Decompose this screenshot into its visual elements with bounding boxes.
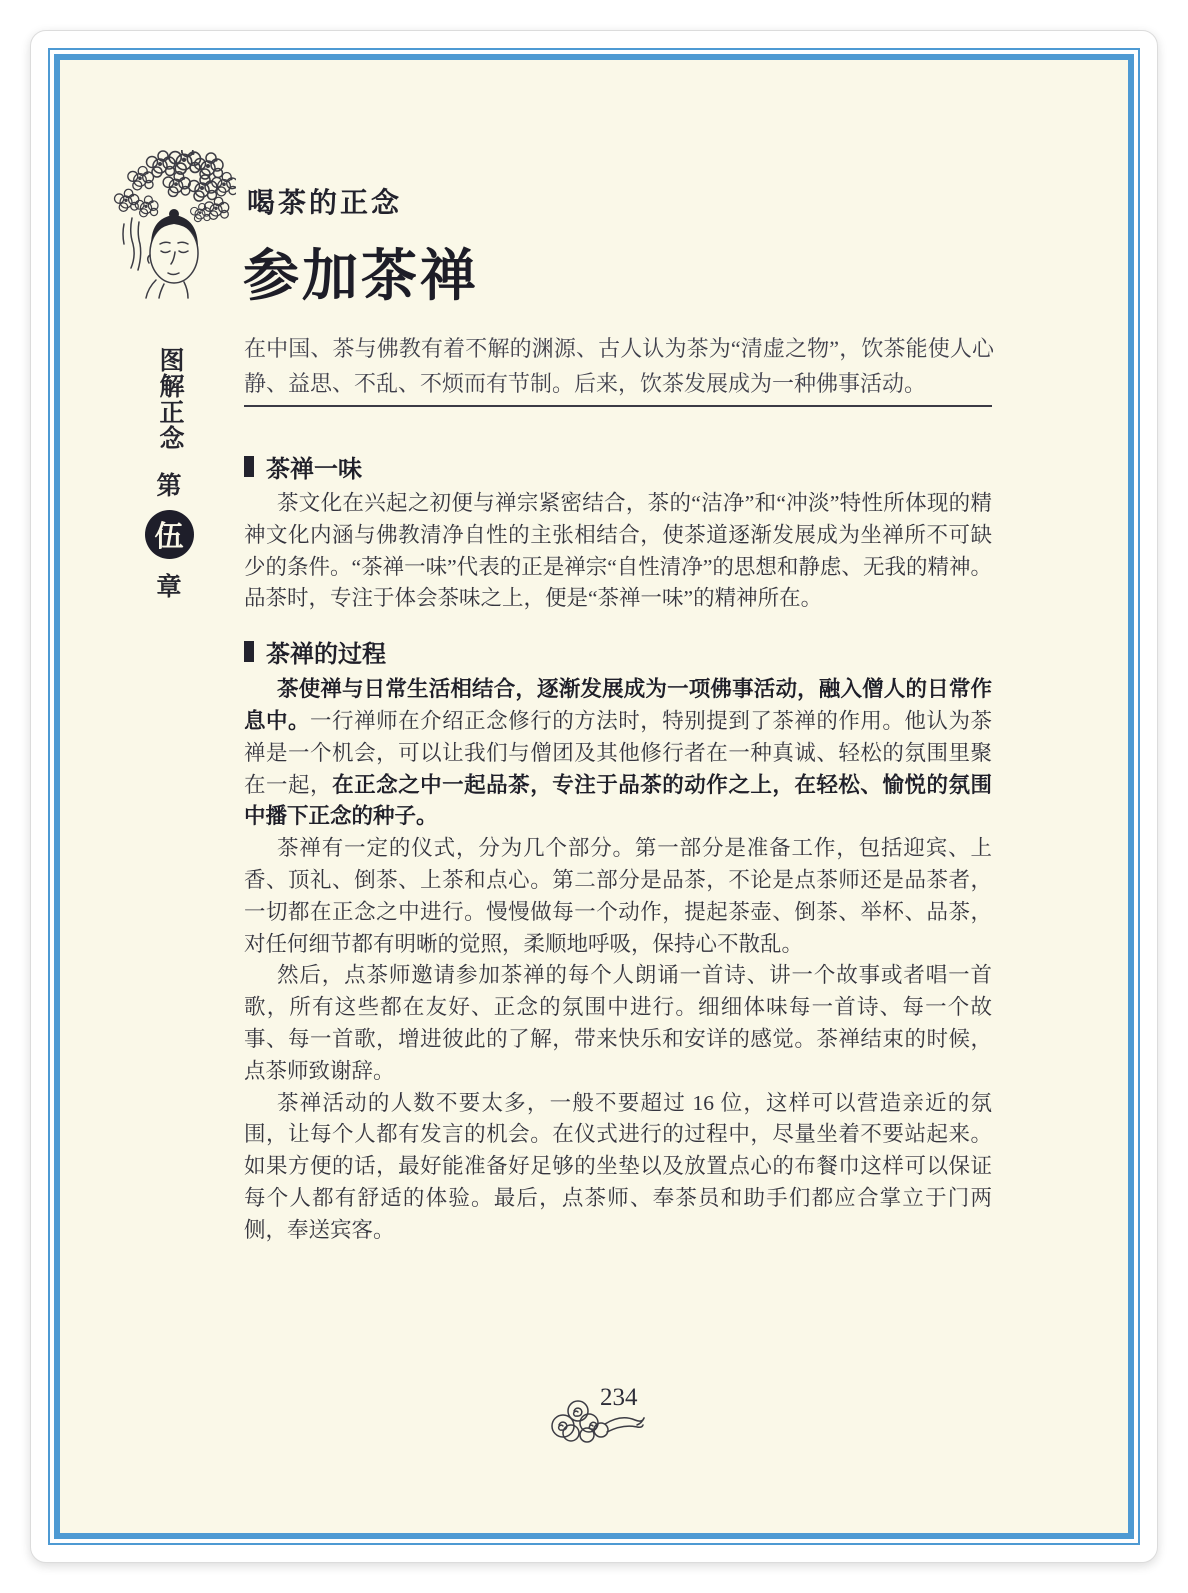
intro-paragraph: 在中国、茶与佛教有着不解的渊源、古人认为茶为“清虚之物”，饮茶能使人心静、益思、不乱、不烦而有节制。后来，饮茶发展成为一种佛事活动。 — [244, 336, 994, 396]
lead-bold-open: 茶使禅与日常生活相结合，逐渐发展成为一项佛事活动，融入僧人的日常作息中。 — [244, 677, 992, 733]
bodhisattva-illustration-icon — [112, 150, 236, 302]
page-card — [30, 30, 1158, 1563]
chapter-prefix: 第 — [156, 473, 182, 500]
sidebar-book-title: 图解正念 — [156, 347, 183, 451]
lead-bold-close: 在正念之中一起品茶，专注于品茶的动作之上，在轻松、愉悦的氛围中播下正念的种子。 — [244, 772, 992, 829]
chapter-kicker: 喝茶的正念 — [247, 187, 403, 218]
paper-content — [60, 60, 1128, 1533]
chapter-number: 伍 — [154, 521, 184, 553]
page-title: 参加茶禅 — [243, 246, 479, 308]
section-bullet-icon — [244, 456, 254, 477]
divider-rule — [244, 405, 992, 407]
section-heading-1-label: 茶禅一味 — [266, 455, 362, 483]
section-heading-2 — [244, 637, 992, 668]
section-heading-2-label: 茶禅的过程 — [266, 640, 386, 668]
section-2-paragraph: 茶禅活动的人数不要太多，一般不要超过 16 位，这样可以营造亲近的氛围，让每个人都有发言的机会。在仪式进行的过程中，尽量坐着不要站起来。如果方便的话，最好能准备好足够的坐垫以及放置点心的布餐巾这样可以保证每个人都有舒适的体验。最后，点茶师、奉茶员和助手们都应合掌立于门两侧，奉送宾客。 — [244, 1090, 992, 1242]
chapter-suffix: 章 — [156, 574, 182, 601]
section-2-paragraph: 茶禅有一定的仪式，分为几个部分。第一部分是准备工作，包括迎宾、上香、顶礼、倒茶、上茶和点心。第二部分是品茶，不论是点茶师还是品茶者，一切都在正念之中进行。慢慢做每一个动作，提起茶壶、倒茶、举杯、品茶，对任何细节都有明晰的觉照，柔顺地呼吸，保持心不散乱。 — [244, 836, 992, 956]
main-text-column — [244, 452, 992, 1247]
section-1-paragraph: 茶文化在兴起之初便与禅宗紧密结合，茶的“洁净”和“冲淡”特性所体现的精神文化内涵与佛教清净自性的主张相结合，使茶道逐渐发展成为坐禅所不可缺少的条件。“茶禅一味”代表的正是禅宗“自性清净”的思想和静虑、无我的精神。品茶时，专注于体会茶味之上，便是“茶禅一味”的精神所在。 — [244, 491, 992, 611]
lead-normal-middle: 一行禅师在介绍正念修行的方法时，特别提到了茶禅的作用。他认为茶禅是一个机会，可以让我们与僧团及其他修行者在一种真诚、轻松的氛围里聚在一起， — [244, 708, 992, 797]
section-2-lead-paragraph — [244, 674, 992, 833]
sidebar-chapter-label — [144, 347, 194, 603]
section-bullet-icon — [244, 641, 254, 662]
section-2-paragraph: 然后，点茶师邀请参加茶禅的每个人朗诵一首诗、讲一个故事或者唱一首歌，所有这些都在友好、正念的氛围中进行。细细体味每一首诗、每一个故事、每一首歌，增进彼此的了解，带来快乐和安详的感觉。茶禅结束的时候，点茶师致谢辞。 — [244, 963, 992, 1083]
page-number: 234 — [600, 1384, 638, 1411]
chapter-number-circle-icon — [145, 510, 194, 559]
section-heading-1 — [244, 452, 992, 483]
paper — [54, 54, 1134, 1539]
